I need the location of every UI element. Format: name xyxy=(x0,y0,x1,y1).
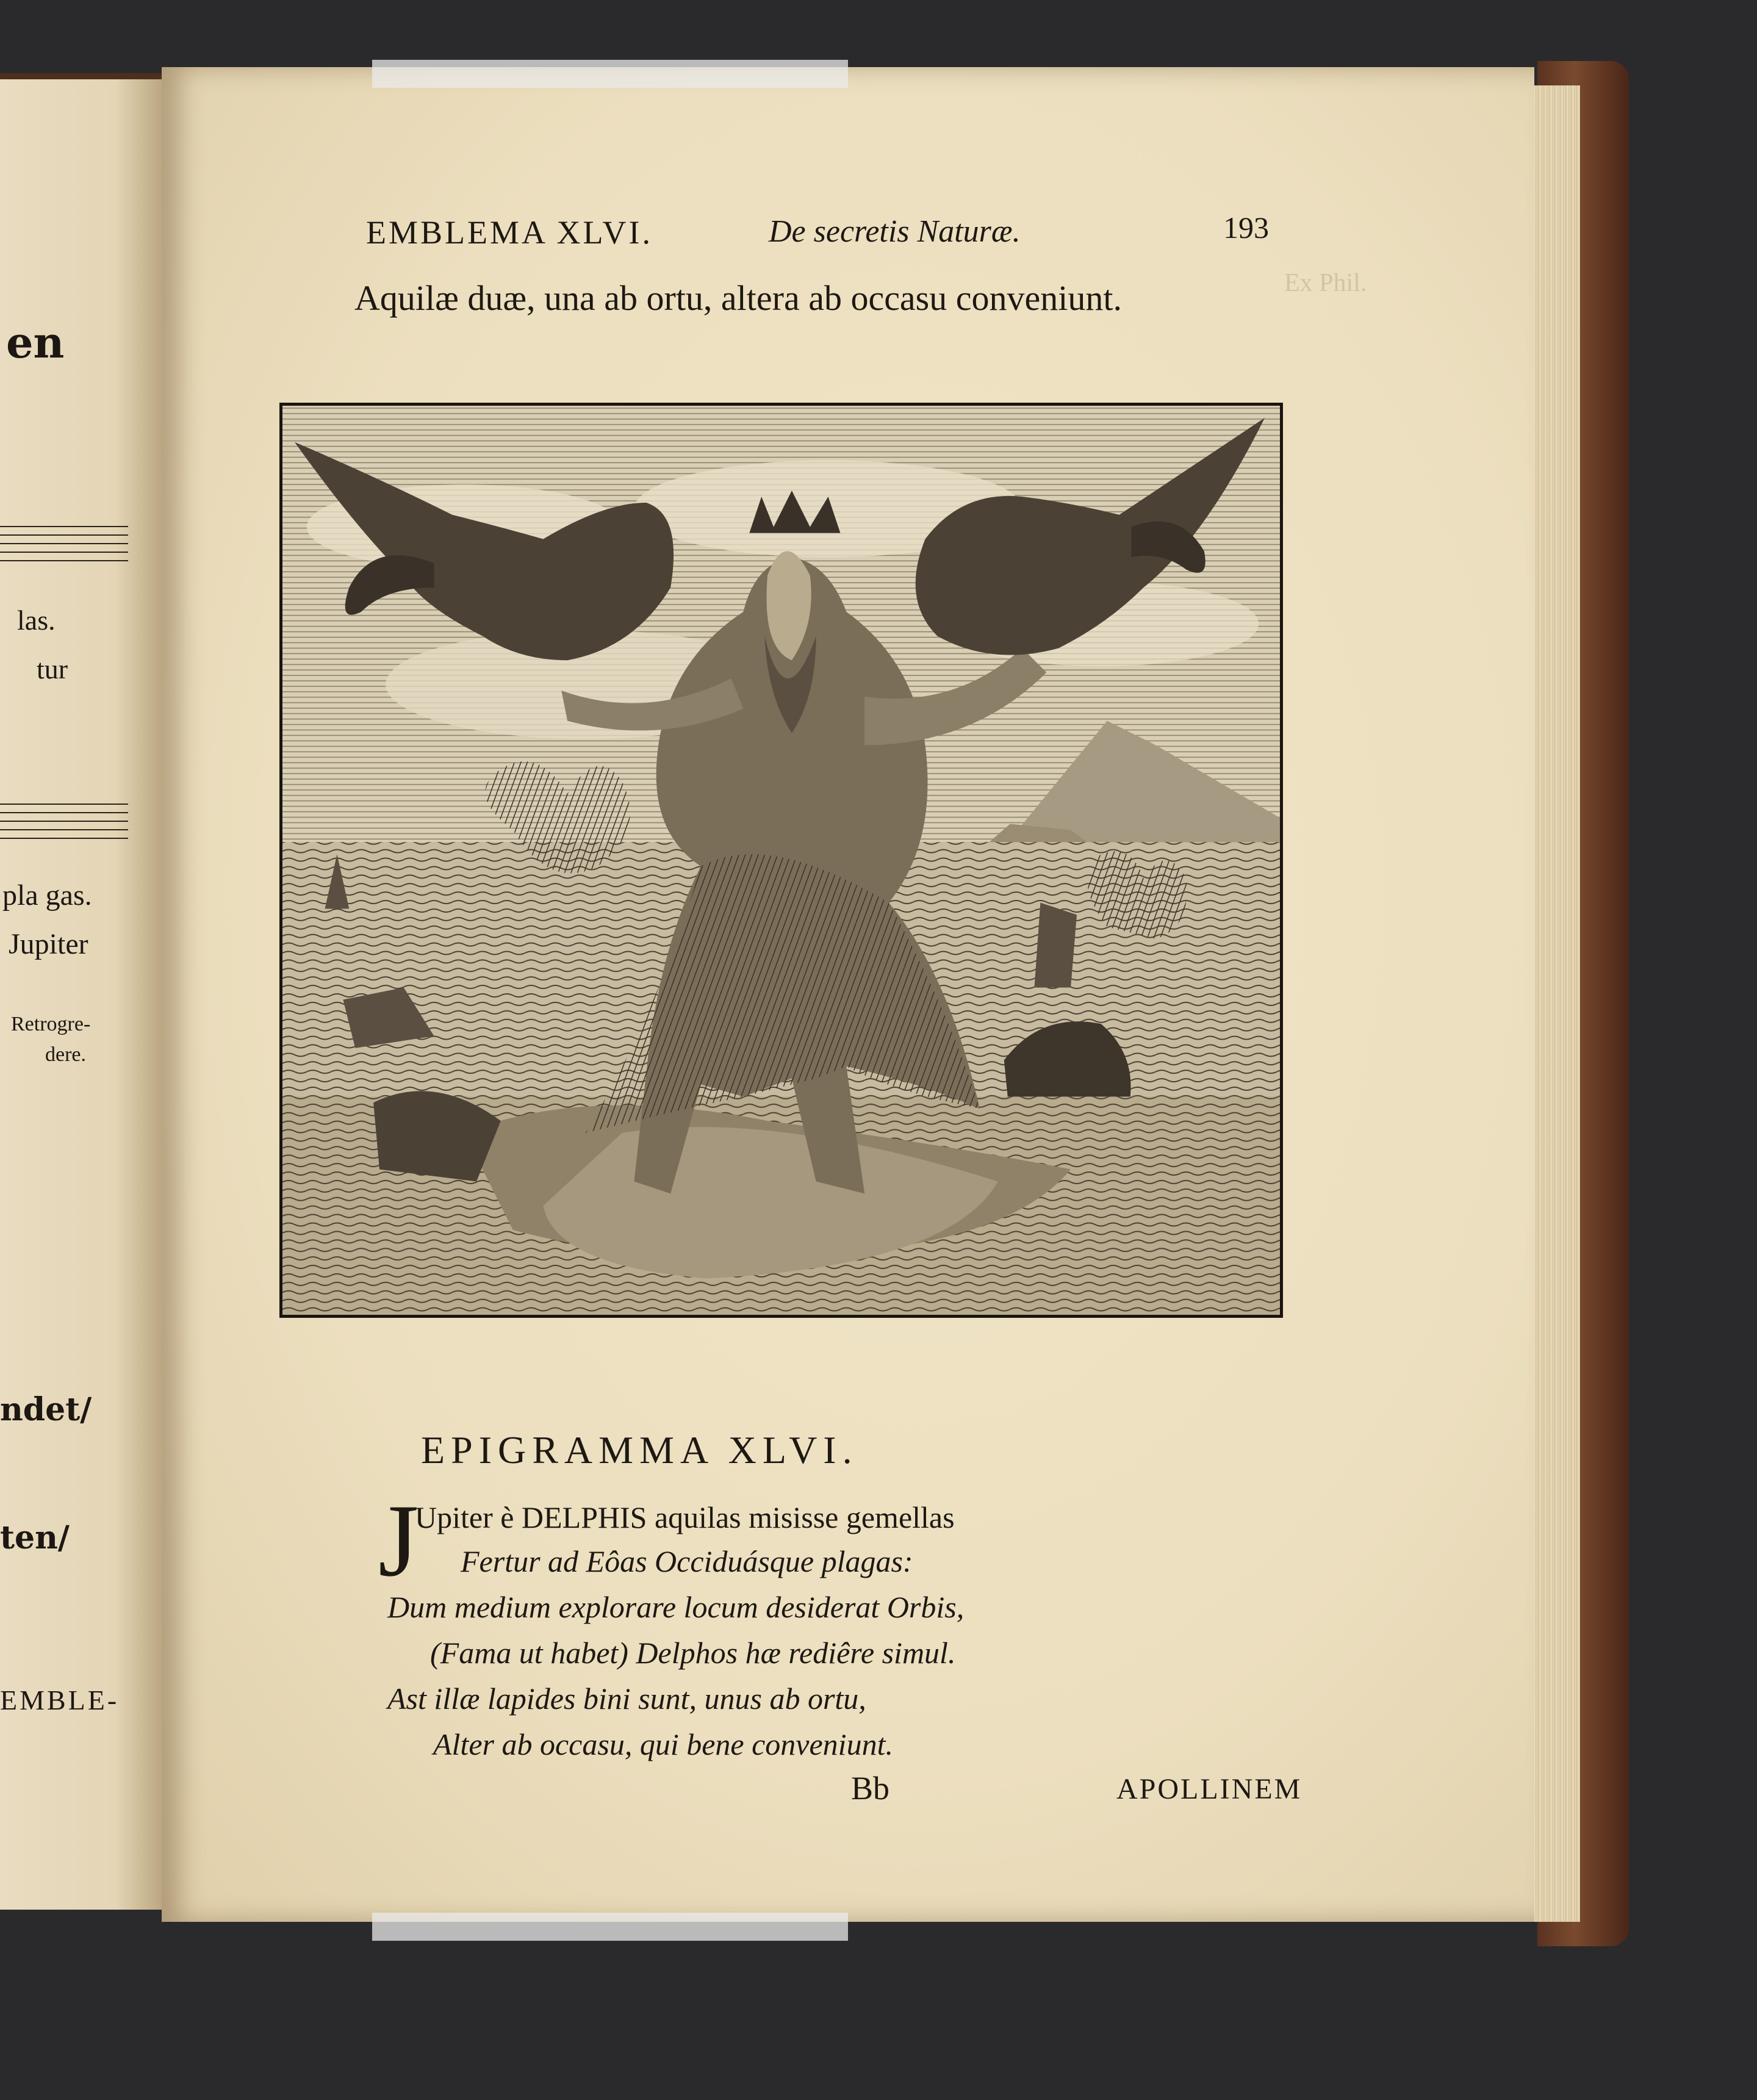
drop-cap: J xyxy=(378,1483,419,1598)
poem-line: Upiter è DELPHIS aquilas misisse gemellas xyxy=(415,1500,955,1534)
left-line: pla gas. xyxy=(2,879,92,912)
poem-line: (Fama ut habet) Delphos hæ rediêre simul. xyxy=(430,1636,956,1670)
left-line: EMBLE- xyxy=(0,1685,120,1716)
left-line: Retrogre- xyxy=(11,1013,91,1035)
left-line: dere. xyxy=(45,1043,87,1066)
engraving-illustration xyxy=(282,406,1280,1315)
left-line: las. xyxy=(17,605,56,636)
tape-top xyxy=(372,60,848,88)
left-line: ndet/ xyxy=(0,1391,92,1428)
engraving-jupiter-eagles xyxy=(279,403,1283,1318)
poem-line: Fertur ad Eôas Occiduásque plagas: xyxy=(461,1544,913,1578)
music-staff xyxy=(0,519,128,561)
signature-mark: Bb xyxy=(851,1770,890,1807)
left-line: Jupiter xyxy=(9,928,88,960)
show-through-text: Ex Phil. xyxy=(1284,269,1367,297)
tape-bottom xyxy=(372,1913,848,1941)
left-line: en xyxy=(6,317,65,368)
emblema-number: EMBLEMA XLVI. xyxy=(366,214,653,251)
header-subtitle: De secretis Naturæ. xyxy=(769,214,1021,249)
poem-line: Alter ab occasu, qui bene conveniunt. xyxy=(433,1727,893,1761)
left-line: ten/ xyxy=(0,1519,70,1556)
epigram-title: EPIGRAMMA XLVI. xyxy=(421,1428,858,1472)
poem-line: Dum medium explorare locum desiderat Orbis, xyxy=(387,1590,965,1624)
music-staff xyxy=(0,796,128,839)
poem-line: Ast illæ lapides bini sunt, unus ab ortu, xyxy=(387,1681,866,1716)
running-header xyxy=(366,210,1269,262)
catchword: APOLLINEM xyxy=(1116,1773,1302,1805)
left-page xyxy=(0,79,165,1910)
emblem-motto: Aquilæ duæ, una ab ortu, altera ab occasu conveniunt. xyxy=(354,278,1122,318)
page-number: 193 xyxy=(1223,210,1269,245)
left-line: tur xyxy=(37,653,68,685)
